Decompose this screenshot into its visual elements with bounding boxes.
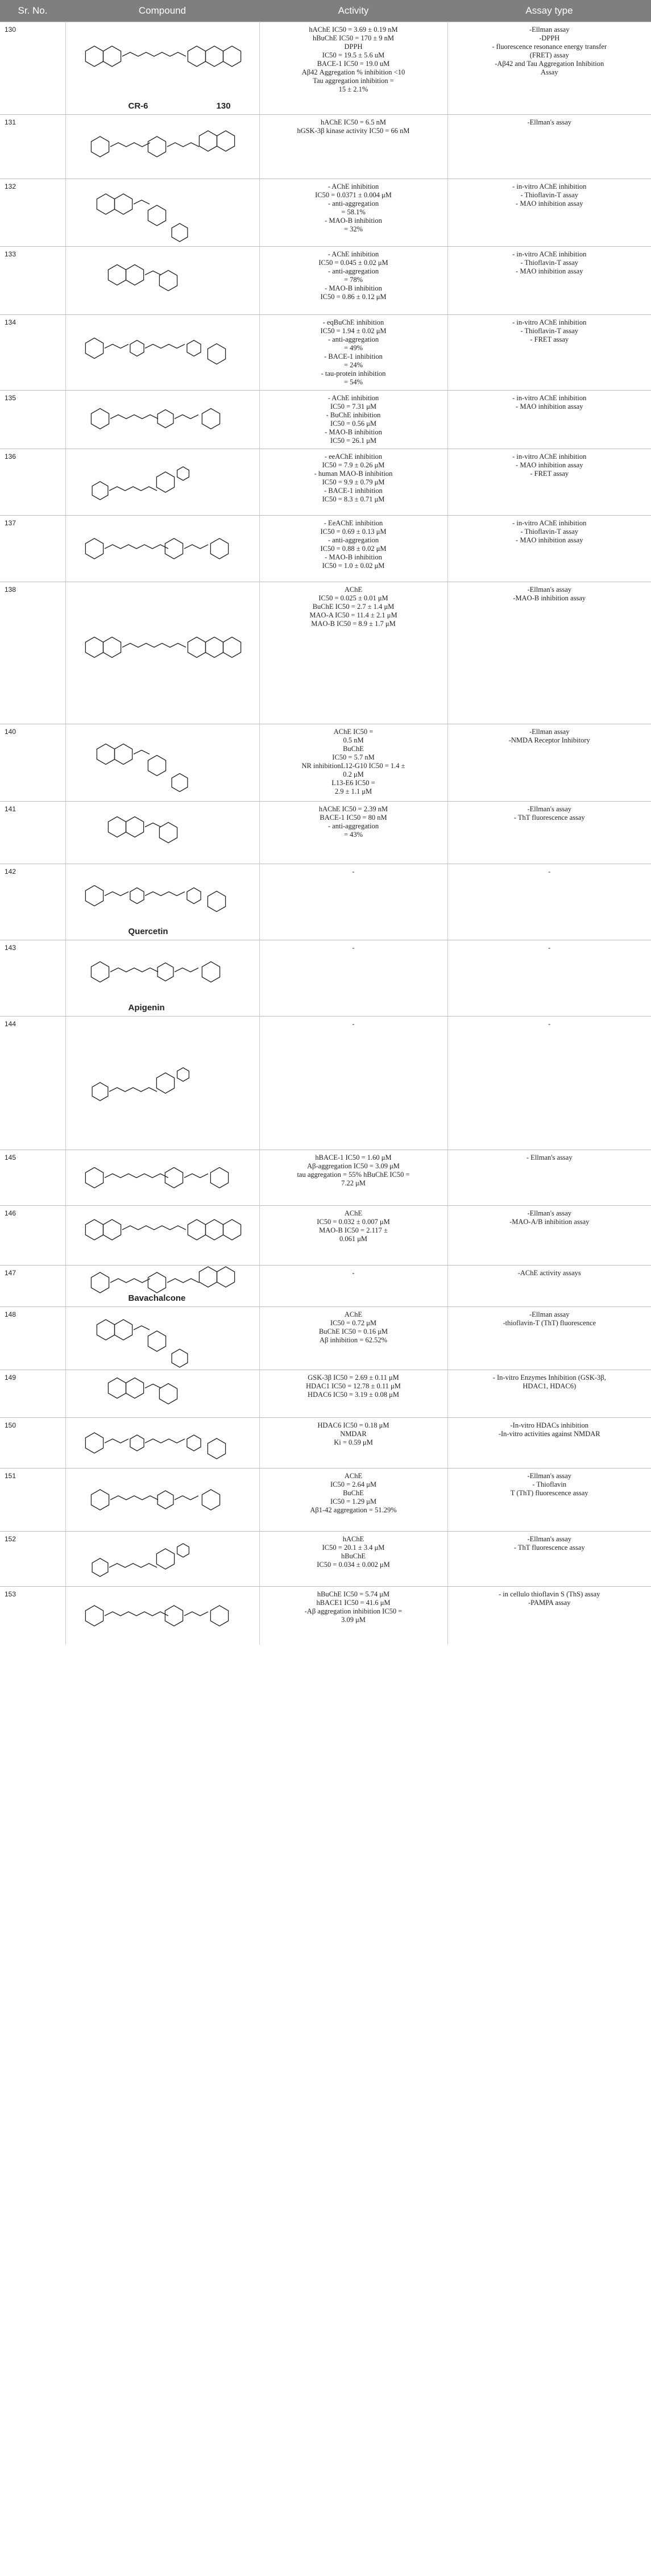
table-row (0, 1266, 651, 1307)
assay-line: - in-vitro AChE inhibition (512, 318, 587, 326)
structure-drawing (66, 582, 260, 724)
assay-line: -MAO-A/B inhibition assay (509, 1218, 590, 1226)
assay-line: - MAO inhibition assay (516, 536, 583, 544)
activity-line: Aβ42 Aggregation % inhibition <10 (301, 68, 405, 76)
activity-line: BuChE (343, 1489, 364, 1497)
activity-line: - MAO-B inhibition (325, 217, 382, 225)
activity-line: tau aggregation = 55% hBuChE IC50 = (297, 1171, 410, 1179)
sr-number: 153 (0, 1587, 65, 1645)
activity-line: hBACE1 IC50 = 41.6 μM (316, 1599, 391, 1607)
assay-line: -Ellman assay (529, 26, 570, 34)
activity-line: = 54% (343, 378, 363, 386)
activity-line: - (352, 1020, 355, 1028)
assay-line: - Thioflavin-T assay (520, 259, 579, 267)
activity-line: Aβ1-42 aggregation = 51.29% (310, 1506, 397, 1514)
activity-line: IC50 = 0.032 ± 0.007 μM (317, 1218, 390, 1226)
activity-line: BuChE IC50 = 0.16 μM (318, 1328, 388, 1335)
activity-line: AChE IC50 = (333, 728, 374, 736)
activity-line: hAChE (342, 1535, 364, 1543)
activity-line: BuChE IC50 = 2.7 ± 1.4 μM (312, 603, 395, 611)
sr-number: 140 (0, 724, 65, 802)
compound-structure (65, 1150, 259, 1206)
activity-line: MAO-B IC50 = 8.9 ± 1.7 μM (311, 620, 396, 628)
activity-line: IC50 = 19.5 ± 5.6 uM (322, 51, 385, 59)
activity-line: IC50 = 7.9 ± 0.26 μM (322, 461, 385, 469)
activity-cell (259, 802, 447, 864)
assay-line: -Aβ42 and Tau Aggregation Inhibition (495, 60, 604, 68)
activity-cell (259, 1532, 447, 1587)
structure-drawing (66, 179, 260, 246)
activity-line: IC50 = 0.69 ± 0.13 μM (320, 528, 387, 536)
activity-line: Aβ inhibition = 62.52% (320, 1336, 387, 1344)
sr-number: 152 (0, 1532, 65, 1587)
activity-cell (259, 247, 447, 315)
activity-line: - AChE inhibition (327, 394, 379, 402)
activity-line: IC50 = 0.025 ± 0.01 μM (318, 594, 388, 602)
activity-cell (259, 582, 447, 724)
structure-drawing (66, 449, 260, 515)
assay-cell (447, 391, 651, 449)
assay-line: -In-vitro activities against NMDAR (498, 1430, 600, 1438)
activity-line: - human MAO-B inhibition (314, 470, 393, 478)
activity-line: NMDAR (340, 1430, 367, 1438)
sr-number: 143 (0, 940, 65, 1017)
activity-line: IC50 = 0.0371 ± 0.004 μM (315, 191, 392, 199)
activity-line: IC50 = 0.88 ± 0.02 μM (320, 545, 387, 553)
structure-drawing (66, 1469, 260, 1531)
activity-cell (259, 1370, 447, 1418)
activity-line: L13-E6 IC50 = (331, 779, 375, 787)
sr-number: 145 (0, 1150, 65, 1206)
activity-line: - anti-aggregation (327, 267, 379, 275)
assay-cell (447, 864, 651, 940)
activity-line: IC50 = 0.045 ± 0.02 μM (318, 259, 388, 267)
activity-cell (259, 1266, 447, 1307)
structure-drawing (66, 22, 260, 102)
activity-line: hBuChE (341, 1552, 366, 1560)
activity-line: Tau aggregation inhibition = (313, 77, 394, 85)
activity-line: AChE (344, 1310, 363, 1318)
assay-cell (447, 1370, 651, 1418)
activity-line: Aβ-aggregation IC50 = 3.09 μM (307, 1162, 400, 1170)
assay-line: - FRET assay (530, 470, 569, 478)
structure-drawing (66, 1532, 260, 1586)
sr-number: 132 (0, 179, 65, 247)
activity-line: IC50 = 0.86 ± 0.12 μM (320, 293, 387, 301)
assay-line: - Thioflavin-T assay (520, 327, 579, 335)
assay-cell (447, 1307, 651, 1370)
assay-cell (447, 516, 651, 582)
activity-line: IC50 = 7.31 μM (330, 403, 377, 410)
activity-line: - MAO-B inhibition (325, 284, 382, 292)
activity-line: IC50 = 20.1 ± 3.4 μM (322, 1544, 385, 1552)
compound-structure (65, 1266, 259, 1307)
activity-line: - eqBuChE inhibition (322, 318, 384, 326)
assay-line: -NMDA Receptor Inhibitory (508, 736, 590, 744)
activity-cell (259, 391, 447, 449)
activity-cell (259, 1206, 447, 1266)
assay-line: -DPPH (539, 34, 560, 42)
table-row (0, 449, 651, 516)
compound-structure (65, 1532, 259, 1587)
assay-line: - in-vitro AChE inhibition (512, 250, 587, 258)
structure-drawing (66, 1266, 260, 1294)
sr-number: 150 (0, 1418, 65, 1469)
activity-line: hBACE-1 IC50 = 1.60 μM (315, 1154, 392, 1162)
assay-cell (447, 582, 651, 724)
activity-cell (259, 516, 447, 582)
structure-drawing (66, 1017, 260, 1150)
table-row (0, 1150, 651, 1206)
assay-cell (447, 22, 651, 115)
compound-structure (65, 247, 259, 315)
assay-line: -Ellman's assay (527, 118, 572, 126)
assay-line: - MAO inhibition assay (516, 267, 583, 275)
assay-line: - MAO inhibition assay (516, 461, 583, 469)
activity-line: - eeAChE inhibition (324, 453, 383, 461)
compound-label: Quercetin (128, 927, 168, 936)
sr-number: 137 (0, 516, 65, 582)
sr-number: 147 (0, 1266, 65, 1307)
activity-line: = 43% (343, 831, 363, 839)
table-row (0, 516, 651, 582)
assay-line: - Thioflavin-T assay (520, 191, 579, 199)
compound-structure (65, 179, 259, 247)
assay-line: - ThT fluorescence assay (513, 814, 585, 822)
assay-line: -AChE activity assays (517, 1269, 581, 1277)
table-row (0, 22, 651, 115)
assay-line: -In-vitro HDACs inhibition (510, 1421, 588, 1429)
table-row (0, 391, 651, 449)
activity-line: IC50 = 8.3 ± 0.71 μM (322, 495, 385, 503)
compound-structure (65, 864, 259, 940)
compound-structure (65, 516, 259, 582)
assay-line: - in cellulo thioflavin S (ThS) assay (499, 1590, 600, 1598)
activity-line: - AChE inhibition (327, 182, 379, 190)
activity-line: IC50 = 26.1 μM (330, 437, 377, 445)
activity-line: AChE (344, 1472, 363, 1480)
activity-line: hBuChE IC50 = 170 ± 9 nM (312, 34, 395, 42)
compound-structure (65, 1469, 259, 1532)
activity-line: - anti-aggregation (327, 536, 379, 544)
compound-structure (65, 1307, 259, 1370)
sr-number: 142 (0, 864, 65, 940)
activity-line: = 58.1% (341, 208, 366, 216)
activity-line: = 49% (343, 344, 363, 352)
activity-line: - BACE-1 inhibition (324, 487, 383, 495)
table-row (0, 1307, 651, 1370)
activity-line: - AChE inhibition (327, 250, 379, 258)
assay-line: -Ellman's assay (527, 586, 572, 594)
assay-line: - (548, 1020, 551, 1028)
activity-cell (259, 22, 447, 115)
compound-label: 130 (216, 101, 231, 111)
activity-cell (259, 1017, 447, 1150)
sr-number: 138 (0, 582, 65, 724)
assay-cell (447, 449, 651, 516)
structure-drawing (66, 315, 260, 381)
activity-line: GSK-3β IC50 = 2.69 ± 0.11 μM (308, 1374, 399, 1382)
sr-number: 144 (0, 1017, 65, 1150)
activity-line: = 24% (343, 361, 363, 369)
table-body (0, 22, 651, 1645)
structure-drawing (66, 724, 260, 801)
structure-drawing (66, 247, 260, 314)
activity-cell (259, 724, 447, 802)
assay-cell (447, 1150, 651, 1206)
compound-structure (65, 449, 259, 516)
assay-line: - Ellman's assay (526, 1154, 573, 1162)
activity-line: DPPH (344, 43, 363, 51)
compound-structure (65, 1418, 259, 1469)
sr-number: 141 (0, 802, 65, 864)
activity-line: IC50 = 0.56 μM (330, 420, 377, 428)
assay-line: - ThT fluorescence assay (513, 1544, 585, 1552)
assay-line: T (ThT) fluorescence assay (510, 1489, 588, 1497)
table-row (0, 802, 651, 864)
assay-line: -Ellman's assay (527, 805, 572, 813)
activity-line: - EeAChE inhibition (324, 519, 383, 527)
activity-line: AChE (344, 1209, 363, 1217)
table-row (0, 582, 651, 724)
activity-line: hAChE IC50 = 2.39 nM (318, 805, 388, 813)
assay-cell (447, 1206, 651, 1266)
assay-cell (447, 315, 651, 391)
table-row (0, 115, 651, 179)
assay-cell (447, 115, 651, 179)
activity-line: BACE-1 IC50 = 19.0 uM (317, 60, 390, 68)
assay-cell (447, 1418, 651, 1469)
compound-structure (65, 1017, 259, 1150)
activity-line: IC50 = 0.72 μM (330, 1319, 377, 1327)
assay-line: - fluorescence resonance energy transfer (492, 43, 607, 51)
table-row (0, 1469, 651, 1532)
compound-structure (65, 1206, 259, 1266)
assay-line: - In-vitro Enzymes Inhibition (GSK-3β, (492, 1374, 606, 1382)
activity-line: hAChE IC50 = 6.5 nM (320, 118, 387, 126)
assay-cell (447, 1266, 651, 1307)
activity-line: 0.5 nM (343, 736, 364, 744)
activity-cell (259, 179, 447, 247)
structure-drawing (66, 940, 260, 1003)
activity-line: IC50 = 1.0 ± 0.02 μM (322, 562, 385, 570)
activity-line: IC50 = 0.034 ± 0.002 μM (317, 1561, 390, 1569)
activity-line: - anti-aggregation (327, 822, 379, 830)
activity-line: BACE-1 IC50 = 80 nM (320, 814, 387, 822)
table-row (0, 1017, 651, 1150)
compound-structure (65, 315, 259, 391)
table-row (0, 1532, 651, 1587)
compound-structure (65, 582, 259, 724)
activity-line: BuChE (343, 745, 364, 753)
table-row (0, 247, 651, 315)
activity-line: IC50 = 1.94 ± 0.02 μM (320, 327, 387, 335)
sr-number: 148 (0, 1307, 65, 1370)
assay-cell (447, 940, 651, 1017)
assay-cell (447, 802, 651, 864)
activity-line: 7.22 μM (341, 1179, 366, 1187)
activity-line: hAChE IC50 = 3.69 ± 0.19 nM (309, 26, 398, 34)
activity-line: MAO-B IC50 = 2.117 ± (319, 1226, 388, 1234)
activity-line: = 32% (343, 225, 363, 233)
activity-line: = 78% (343, 276, 363, 284)
table-row (0, 1370, 651, 1418)
activity-line: - (352, 868, 355, 876)
structure-drawing (66, 1418, 260, 1468)
assay-line: - (548, 868, 551, 876)
header-assay: Assay type (447, 0, 651, 22)
compound-label: Apigenin (128, 1003, 165, 1013)
assay-line: Assay (540, 68, 558, 76)
activity-cell (259, 1418, 447, 1469)
assay-cell (447, 1532, 651, 1587)
activity-line: HDAC6 IC50 = 0.18 μM (317, 1421, 389, 1429)
activity-line: NR inhibitionL12-G10 IC50 = 1.4 ± (301, 762, 405, 770)
activity-line: - anti-aggregation (327, 200, 379, 208)
table-row (0, 179, 651, 247)
activity-cell (259, 864, 447, 940)
table-row (0, 1418, 651, 1469)
compound-structure (65, 802, 259, 864)
assay-line: -Ellman's assay (527, 1535, 572, 1543)
structure-drawing (66, 391, 260, 447)
activity-cell (259, 1469, 447, 1532)
table-row (0, 1206, 651, 1266)
assay-line: - MAO inhibition assay (516, 403, 583, 410)
compound-structure (65, 1370, 259, 1418)
assay-line: - in-vitro AChE inhibition (512, 182, 587, 190)
assay-line: HDAC1, HDAC6) (523, 1382, 577, 1390)
assay-line: -MAO-B inhibition assay (513, 594, 586, 602)
compound-structure (65, 940, 259, 1017)
structure-drawing (66, 115, 260, 179)
assay-line: - Thioflavin (532, 1480, 567, 1488)
activity-line: - tau-protein inhibition (321, 370, 386, 378)
sr-number: 130 (0, 22, 65, 115)
assay-line: -Ellman's assay (527, 1209, 572, 1217)
activity-line: Ki = 0.59 μM (334, 1438, 373, 1446)
assay-line: - in-vitro AChE inhibition (512, 519, 587, 527)
activity-line: MAO-A IC50 = 11.4 ± 2.1 μM (309, 611, 397, 619)
sr-number: 131 (0, 115, 65, 179)
structure-drawing (66, 1307, 260, 1370)
activity-line: HDAC1 IC50 = 12.78 ± 0.11 μM (306, 1382, 401, 1390)
activity-cell (259, 449, 447, 516)
structure-drawing (66, 516, 260, 582)
assay-line: - in-vitro AChE inhibition (512, 394, 587, 402)
activity-cell (259, 1150, 447, 1206)
table-row (0, 724, 651, 802)
header-sr: Sr. No. (0, 0, 65, 22)
table-row (0, 315, 651, 391)
sr-number: 136 (0, 449, 65, 516)
activity-line: IC50 = 9.9 ± 0.79 μM (322, 478, 385, 486)
assay-cell (447, 247, 651, 315)
assay-cell (447, 1017, 651, 1150)
activity-line: hGSK-3β kinase activity IC50 = 66 nM (297, 127, 410, 135)
assay-cell (447, 1469, 651, 1532)
assay-line: - in-vitro AChE inhibition (512, 453, 587, 461)
compound-label: CR-6 (128, 101, 148, 111)
sr-number: 151 (0, 1469, 65, 1532)
compound-label: Bavachalcone (128, 1293, 186, 1303)
activity-line: 2.9 ± 1.1 μM (334, 787, 372, 795)
activity-cell (259, 1307, 447, 1370)
compound-structure (65, 115, 259, 179)
activity-line: - BACE-1 inhibition (324, 352, 383, 360)
assay-cell (447, 179, 651, 247)
activity-cell (259, 940, 447, 1017)
assay-cell (447, 1587, 651, 1645)
table-row (0, 1587, 651, 1645)
assay-line: -Ellman assay (529, 728, 570, 736)
assay-line: - MAO inhibition assay (516, 200, 583, 208)
structure-drawing (66, 802, 260, 864)
activity-line: 15 ± 2.1% (338, 85, 368, 93)
sr-number: 146 (0, 1206, 65, 1266)
activity-line: hBuChE IC50 = 5.74 μM (317, 1590, 390, 1598)
assay-line: - (548, 944, 551, 952)
table-row (0, 940, 651, 1017)
header-activity: Activity (259, 0, 447, 22)
header-row (0, 0, 651, 22)
compound-structure (65, 1587, 259, 1645)
sr-number: 134 (0, 315, 65, 391)
compound-structure (65, 724, 259, 802)
compound-structure (65, 22, 259, 115)
header-compound: Compound (65, 0, 259, 22)
structure-drawing (66, 864, 260, 927)
assay-line: (FRET) assay (529, 51, 569, 59)
activity-line: 0.2 μM (343, 770, 364, 778)
assay-line: -Ellman assay (529, 1310, 570, 1318)
assay-line: -thioflavin-T (ThT) fluorescence (503, 1319, 596, 1327)
activity-line: HDAC6 IC50 = 3.19 ± 0.08 μM (308, 1391, 399, 1399)
assay-line: - FRET assay (530, 335, 569, 343)
activity-line: -Aβ aggregation inhibition IC50 = (304, 1607, 403, 1615)
table-row (0, 864, 651, 940)
structure-drawing (66, 1370, 260, 1417)
compound-structure (65, 391, 259, 449)
sr-number: 135 (0, 391, 65, 449)
assay-line: - Thioflavin-T assay (520, 528, 579, 536)
activity-cell (259, 1587, 447, 1645)
activity-line: 0.061 μM (339, 1235, 368, 1243)
activity-line: - anti-aggregation (327, 335, 379, 343)
assay-line: -Ellman's assay (527, 1472, 572, 1480)
structure-drawing (66, 1150, 260, 1205)
activity-line: AChE (344, 586, 363, 594)
assay-line: -PAMPA assay (528, 1599, 571, 1607)
activity-line: - BuChE inhibition (326, 411, 381, 419)
activity-line: - (352, 944, 355, 952)
sr-number: 149 (0, 1370, 65, 1418)
activity-line: 3.09 μM (341, 1616, 366, 1624)
structure-drawing (66, 1587, 260, 1645)
activity-cell (259, 315, 447, 391)
activity-line: IC50 = 2.64 μM (330, 1480, 377, 1488)
sr-number: 133 (0, 247, 65, 315)
activity-line: - MAO-B inhibition (325, 428, 382, 436)
activity-line: - MAO-B inhibition (325, 553, 382, 561)
activity-line: - (352, 1269, 355, 1277)
activity-line: IC50 = 5.7 nM (332, 753, 375, 761)
activity-line: IC50 = 1.29 μM (330, 1498, 377, 1505)
assay-cell (447, 724, 651, 802)
activity-cell (259, 115, 447, 179)
structure-drawing (66, 1206, 260, 1265)
